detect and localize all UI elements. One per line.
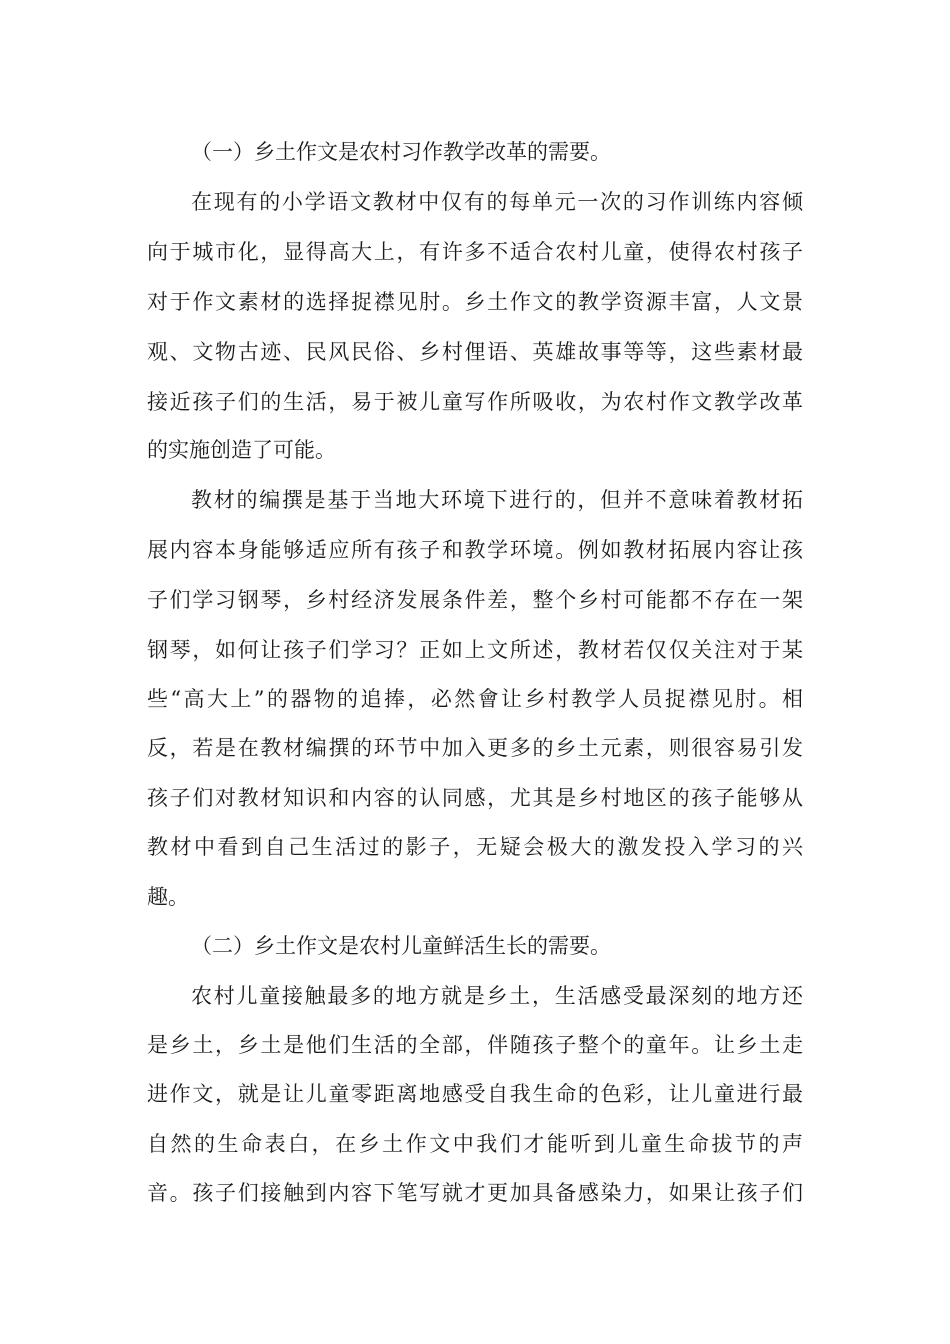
- text-line: 钢琴，如何让孩子们学习？正如上文所述，教材若仅仅关注对于某: [147, 638, 803, 662]
- text-line: 些“高大上”的器物的追捧，必然會让乡村教学人员捉襟见肘。相: [147, 687, 803, 711]
- text-line: 教材中看到自己生活过的影子，无疑会极大的激发投入学习的兴: [147, 835, 803, 859]
- text-line: 进作文，就是让儿童零距离地感受自我生命的色彩，让儿童进行最: [147, 1082, 803, 1106]
- text-line: 展内容本身能够适应所有孩子和教学环境。例如教材拓展内容让孩: [147, 538, 803, 562]
- text-line: 音。孩子们接触到内容下笔写就才更加具备感染力，如果让孩子们: [147, 1181, 803, 1205]
- text-line: 在现有的小学语文教材中仅有的每单元一次的习作训练内容倾: [191, 190, 803, 214]
- text-line: 的实施创造了可能。: [147, 438, 336, 462]
- text-line: 接近孩子们的生活，易于被儿童写作所吸收，为农村作文教学改革: [147, 390, 803, 414]
- text-line: 对于作文素材的选择捉襟见肘。乡土作文的教学资源丰富，人文景: [147, 290, 803, 314]
- section-heading-2: （二）乡土作文是农村儿童鲜活生长的需要。: [191, 934, 611, 958]
- text-line: 教材的编撰是基于当地大环境下进行的，但并不意味着教材拓: [191, 488, 803, 512]
- text-line: 是乡土，乡土是他们生活的全部，伴随孩子整个的童年。让乡土走: [147, 1033, 803, 1057]
- text-line: 农村儿童接触最多的地方就是乡土，生活感受最深刻的地方还: [191, 984, 803, 1008]
- text-line: 向于城市化，显得高大上，有许多不适合农村儿童，使得农村孩子: [147, 240, 803, 264]
- text-line: 自然的生命表白，在乡土作文中我们才能听到儿童生命拔节的声: [147, 1132, 803, 1156]
- text-line: 反，若是在教材编撰的环节中加入更多的乡土元素，则很容易引发: [147, 736, 803, 760]
- text-line: 孩子们对教材知识和内容的认同感，尤其是乡村地区的孩子能够从: [147, 786, 803, 810]
- text-line: 观、文物古迹、民风民俗、乡村俚语、英雄故事等等，这些素材最: [147, 340, 803, 364]
- section-heading-1: （一）乡土作文是农村习作教学改革的需要。: [191, 140, 611, 164]
- text-line: 子们学习钢琴，乡村经济发展条件差，整个乡村可能都不存在一架: [147, 588, 803, 612]
- text-line: 趣。: [147, 885, 189, 909]
